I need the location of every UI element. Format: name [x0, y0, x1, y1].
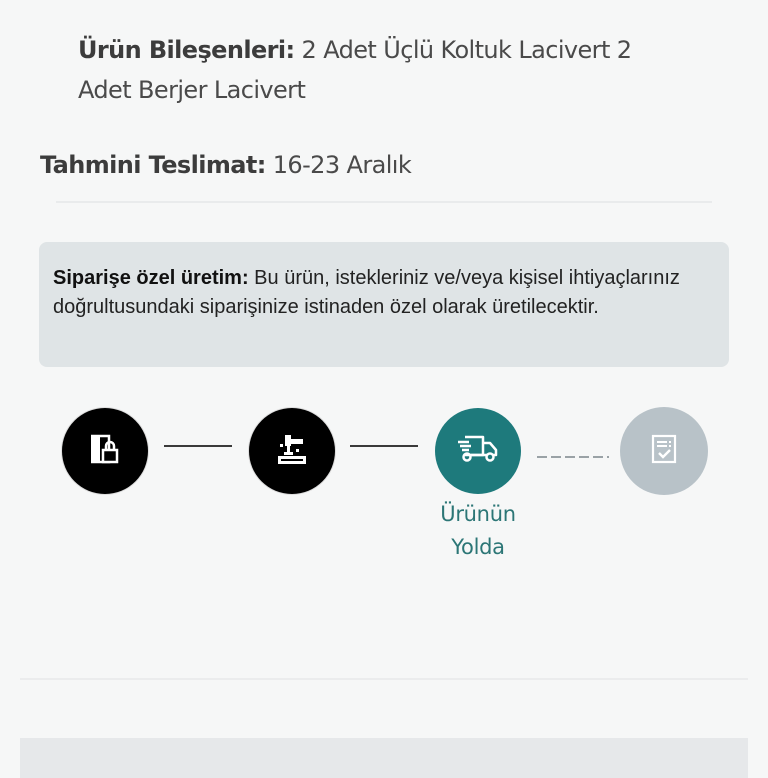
step-production — [249, 408, 335, 494]
divider — [56, 201, 712, 203]
checklist-icon — [651, 434, 677, 469]
delivery-label: Tahmini Teslimat: — [40, 151, 266, 179]
connector — [164, 445, 232, 447]
production-hammer-icon — [275, 432, 309, 471]
bottom-panel — [20, 738, 748, 778]
delivery-truck-icon — [457, 433, 499, 470]
order-lock-icon — [91, 434, 119, 469]
delivery-value: 16-23 Aralık — [265, 151, 412, 179]
product-components — [78, 30, 678, 110]
connector-pending — [537, 456, 609, 458]
notice-title: Siparişe özel üretim: — [53, 267, 249, 289]
components-value: 2 Adet Üçlü Koltuk Lacivert 2 Adet Berjer Lacivert — [78, 36, 632, 104]
divider — [20, 678, 748, 680]
step-delivered — [620, 407, 708, 495]
active-step-label: Ürünün Yolda — [440, 502, 516, 559]
step-order-placed — [62, 408, 148, 494]
connector — [350, 445, 418, 447]
made-to-order-notice — [39, 242, 729, 367]
step-in-transit[interactable] — [435, 408, 521, 494]
components-label: Ürün Bileşenleri: — [78, 36, 295, 64]
notice-text: Bu ürün, istekleriniz ve/veya kişisel ihtiyaçlarınız doğrultusundaki siparişinize istinaden özel olarak üretilecektir. — [53, 267, 680, 318]
estimated-delivery — [40, 148, 411, 182]
